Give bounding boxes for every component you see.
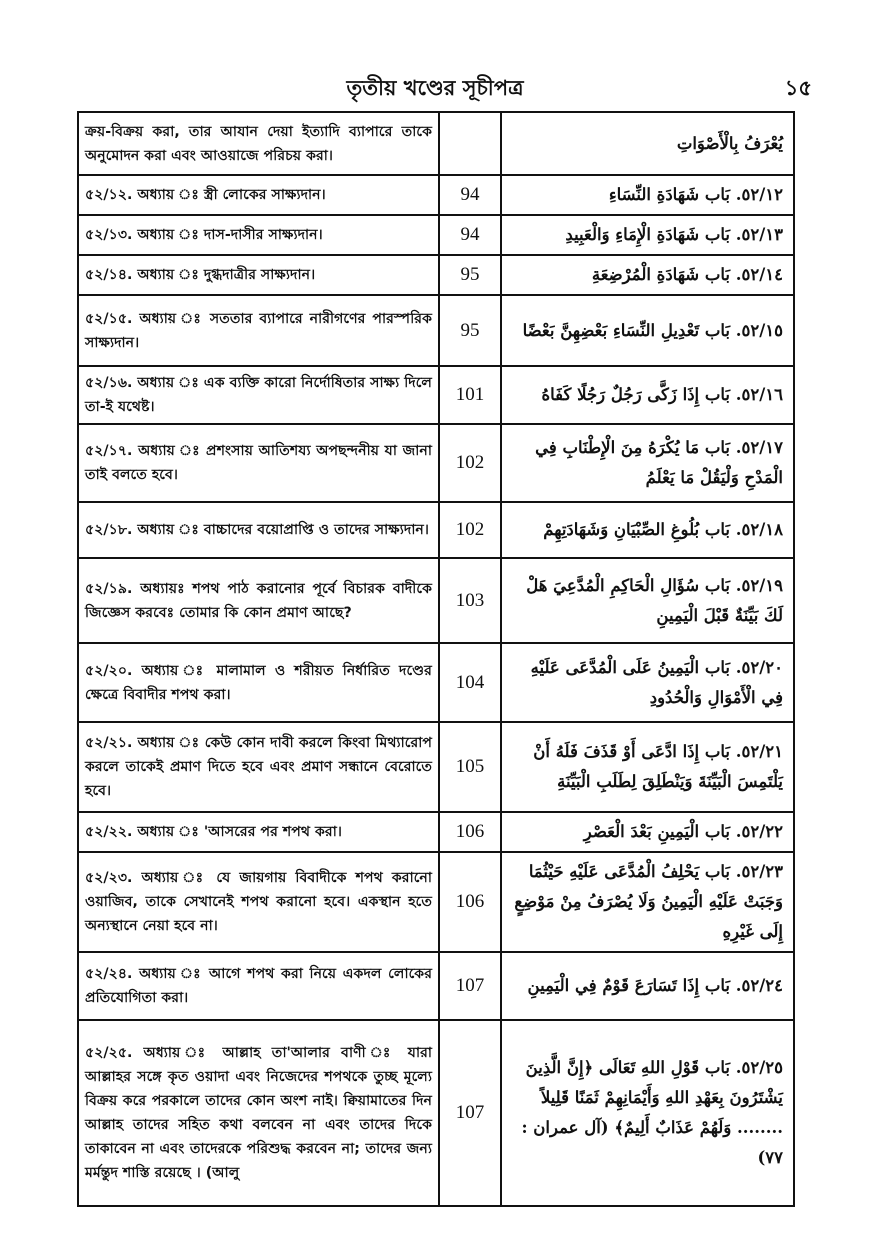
chapter-arabic: يُعْرَفُ بِالْأَصْوَاتِ [501, 112, 794, 175]
chapter-bengali: ৫২/১৮. অধ্যায় ঃ বাচ্চাদের বয়োপ্রাপ্তি ও তাদের সাক্ষ্যদান। [78, 502, 439, 558]
chapter-page: 94 [439, 175, 501, 215]
chapter-bengali: ৫২/১৯. অধ্যায়ঃ শপথ পাঠ করানোর পূর্বে বিচারক বাদীকে জিজ্ঞেস করবেঃ তোমার কি কোন প্রমাণ আছে? [78, 558, 439, 643]
chapter-arabic: ٥٢/٢٥. بَاب قَوْلِ اللهِ تَعَالَى ﴿إِنَّ الَّذِينَ يَشْتَرُونَ بِعَهْدِ اللهِ وَأَيْمَانِهِمْ ثَمَنًا قَلِيلاً ........ وَلَهُمْ عَذَابٌ أَلِيمٌ﴾ (آل عمران : ٧٧) [501, 1020, 794, 1206]
chapter-arabic: ٥٢/٢٣. بَاب يَحْلِفُ الْمُدَّعَى عَلَيْهِ حَيْثُمَا وَجَبَتْ عَلَيْهِ الْيَمِينُ وَلَا يُصْرَفُ مِنْ مَوْضِعٍ إِلَى غَيْرِهِ [501, 852, 794, 952]
chapter-bengali: ৫২/১৭. অধ্যায় ঃ প্রশংসায় আতিশয্য অপছন্দনীয় যা জানা তাই বলতে হবে। [78, 424, 439, 502]
toc-body [78, 112, 794, 1206]
chapter-arabic: ٥٢/١٣. بَاب شَهَادَةِ الْإِمَاءِ وَالْعَبِيدِ [501, 215, 794, 255]
table-row [78, 112, 794, 175]
table-row [78, 722, 794, 812]
table-row [78, 424, 794, 502]
chapter-page: 107 [439, 952, 501, 1020]
chapter-page: 102 [439, 502, 501, 558]
chapter-page: 102 [439, 424, 501, 502]
chapter-bengali: ৫২/২৩. অধ্যায় ঃ যে জায়গায় বিবাদীকে শপথ করানো ওয়াজিব, তাকে সেখানেই শপথ করানো হবে। একস্থান হতে অন্যস্থানে নেয়া হবে না। [78, 852, 439, 952]
table-row [78, 558, 794, 643]
table-row [78, 366, 794, 424]
chapter-page: 105 [439, 722, 501, 812]
chapter-arabic: ٥٢/١٧. بَاب مَا يُكْرَهُ مِنَ الْإِطْنَابِ فِي الْمَدْحِ وَلْيَقُلْ مَا يَعْلَمُ [501, 424, 794, 502]
chapter-arabic: ٥٢/١٢. بَاب شَهَادَةِ النِّسَاءِ [501, 175, 794, 215]
chapter-bengali: ৫২/২১. অধ্যায় ঃ কেউ কোন দাবী করলে কিংবা মিথ্যারোপ করলে তাকেই প্রমাণ দিতে হবে এবং প্রমাণ সন্ধানে বেরোতে হবে। [78, 722, 439, 812]
chapter-arabic: ٥٢/٢٢. بَاب الْيَمِينِ بَعْدَ الْعَصْرِ [501, 812, 794, 852]
table-row [78, 255, 794, 295]
table-row [78, 295, 794, 366]
chapter-bengali: ৫২/২৪. অধ্যায় ঃ আগে শপথ করা নিয়ে একদল লোকের প্রতিযোগিতা করা। [78, 952, 439, 1020]
chapter-bengali: ৫২/১৫. অধ্যায় ঃ সততার ব্যাপারে নারীগণের পারস্পরিক সাক্ষ্যদান। [78, 295, 439, 366]
chapter-bengali: ৫২/২০. অধ্যায় ঃ মালামাল ও শরীয়ত নির্ধারিত দণ্ডের ক্ষেত্রে বিবাদীর শপথ করা। [78, 643, 439, 722]
table-row [78, 852, 794, 952]
chapter-bengali: ৫২/১২. অধ্যায় ঃ স্ত্রী লোকের সাক্ষ্যদান। [78, 175, 439, 215]
chapter-page: 94 [439, 215, 501, 255]
table-row [78, 502, 794, 558]
table-of-contents [77, 111, 795, 1207]
table-row [78, 952, 794, 1020]
chapter-bengali: ৫২/১৩. অধ্যায় ঃ দাস-দাসীর সাক্ষ্যদান। [78, 215, 439, 255]
chapter-bengali: ৫২/১৬. অধ্যায় ঃ এক ব্যক্তি কারো নির্দোষিতার সাক্ষ্য দিলে তা-ই যথেষ্ট। [78, 366, 439, 424]
table-row [78, 175, 794, 215]
chapter-bengali: ৫২/১৪. অধ্যায় ঃ দুগ্ধদাত্রীর সাক্ষ্যদান। [78, 255, 439, 295]
chapter-arabic: ٥٢/٢٤. بَاب إِذَا تَسَارَعَ قَوْمٌ فِي الْيَمِينِ [501, 952, 794, 1020]
chapter-bengali: ৫২/২৫. অধ্যায় ঃ আল্লাহ তা'আলার বাণী ঃ যারা আল্লাহর সঙ্গে কৃত ওয়াদা এবং নিজেদের শপথকে তুচ্ছ মূল্যে বিক্রয় করে পরকালে তাদের কোন অংশ নাই। ক্বিয়ামাতের দিন আল্লাহ তাদের সহিত কথা বলবেন না এবং তাদের দিকে তাকাবেন না এবং তাদেরকে পরিশুদ্ধ করবেন না; তাদের জন্য মর্মন্তুদ শাস্তি রয়েছে । (আলু [78, 1020, 439, 1206]
chapter-arabic: ٥٢/١٥. بَاب تَعْدِيلِ النِّسَاءِ بَعْضِهِنَّ بَعْضًا [501, 295, 794, 366]
chapter-arabic: ٥٢/١٤. بَاب شَهَادَةِ الْمُرْضِعَةِ [501, 255, 794, 295]
page-number: ১৫ [784, 76, 812, 100]
chapter-page: 104 [439, 643, 501, 722]
chapter-page [439, 112, 501, 175]
table-row [78, 1020, 794, 1206]
chapter-page: 95 [439, 255, 501, 295]
page-title: তৃতীয় খণ্ডের সূচীপত্র [346, 76, 524, 100]
table-row [78, 643, 794, 722]
page-header [0, 68, 870, 108]
table-row [78, 812, 794, 852]
chapter-bengali: ক্রয়-বিক্রয় করা, তার আযান দেয়া ইত্যাদি ব্যাপারে তাকে অনুমোদন করা এবং আওয়াজে পরিচয় করা। [78, 112, 439, 175]
chapter-page: 106 [439, 852, 501, 952]
chapter-bengali: ৫২/২২. অধ্যায় ঃ 'আসরের পর শপথ করা। [78, 812, 439, 852]
chapter-page: 107 [439, 1020, 501, 1206]
chapter-page: 95 [439, 295, 501, 366]
chapter-arabic: ٥٢/١٨. بَاب بُلُوغِ الصِّبْيَانِ وَشَهَادَتِهِمْ [501, 502, 794, 558]
chapter-arabic: ٥٢/١٦. بَاب إِذَا زَكَّى رَجُلٌ رَجُلًا كَفَاهُ [501, 366, 794, 424]
chapter-page: 103 [439, 558, 501, 643]
chapter-page: 106 [439, 812, 501, 852]
chapter-arabic: ٥٢/٢٠. بَاب الْيَمِينُ عَلَى الْمُدَّعَى عَلَيْهِ فِي الْأَمْوَالِ وَالْحُدُودِ [501, 643, 794, 722]
chapter-arabic: ٥٢/٢١. بَاب إِذَا ادَّعَى أَوْ قَذَفَ فَلَهُ أَنْ يَلْتَمِسَ الْبَيِّنَةَ وَيَنْطَلِقَ لِطَلَبِ الْبَيِّنَةِ [501, 722, 794, 812]
table-row [78, 215, 794, 255]
chapter-page: 101 [439, 366, 501, 424]
chapter-arabic: ٥٢/١٩. بَاب سُؤَالِ الْحَاكِمِ الْمُدَّعِيَ هَلْ لَكَ بَيِّنَةٌ قَبْلَ الْيَمِينِ [501, 558, 794, 643]
